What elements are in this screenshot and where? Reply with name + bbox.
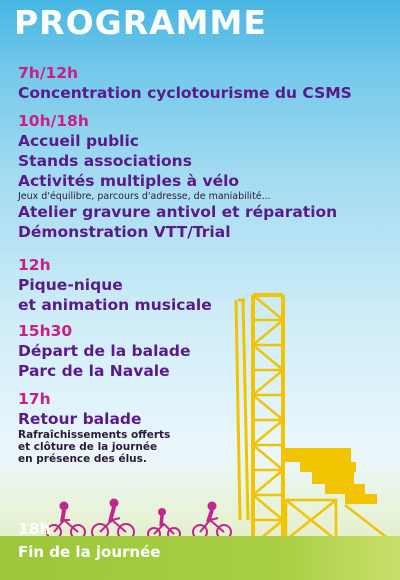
event-line: Concentration cyclotourisme du CSMS [18,84,352,102]
event-sub: et clôture de la journée [18,441,158,453]
event-time: 7h/12h [18,64,79,82]
event-time: 10h/18h [18,112,89,130]
event-note: Jeux d'équilibre, parcours d'adresse, de maniabilité... [18,191,271,202]
event-7h [18,64,352,103]
event-line: Pique-nique [18,276,123,294]
cyclist-icon [193,503,231,540]
event-time: 15h30 [18,322,73,340]
event-10h [18,112,337,242]
page-title: PROGRAMME [14,3,267,42]
event-17h [18,390,170,465]
event-line: Activités multiples à vélo [18,172,240,190]
event-time-18h: 18h [18,520,51,538]
event-12h [18,256,212,315]
event-time: 12h [18,256,51,274]
cyclist-icon [47,503,85,540]
event-sub: en présence des élus. [18,453,147,465]
event-line: Accueil public [18,132,139,150]
event-line: Démonstration VTT/Trial [18,223,231,241]
event-sub: Rafraîchissements offerts [18,429,171,441]
event-line: Retour balade [18,410,142,428]
event-time: 17h [18,390,51,408]
event-line: Stands associations [18,152,192,170]
event-line-fin: Fin de la journée [18,543,161,561]
event-line: Parc de la Navale [18,362,170,380]
cyclist-icon [92,500,134,541]
event-line: Départ de la balade [18,342,191,360]
event-line: et animation musicale [18,296,212,314]
event-line: Atelier gravure antivol et réparation [18,203,338,221]
event-15h30 [18,322,191,381]
